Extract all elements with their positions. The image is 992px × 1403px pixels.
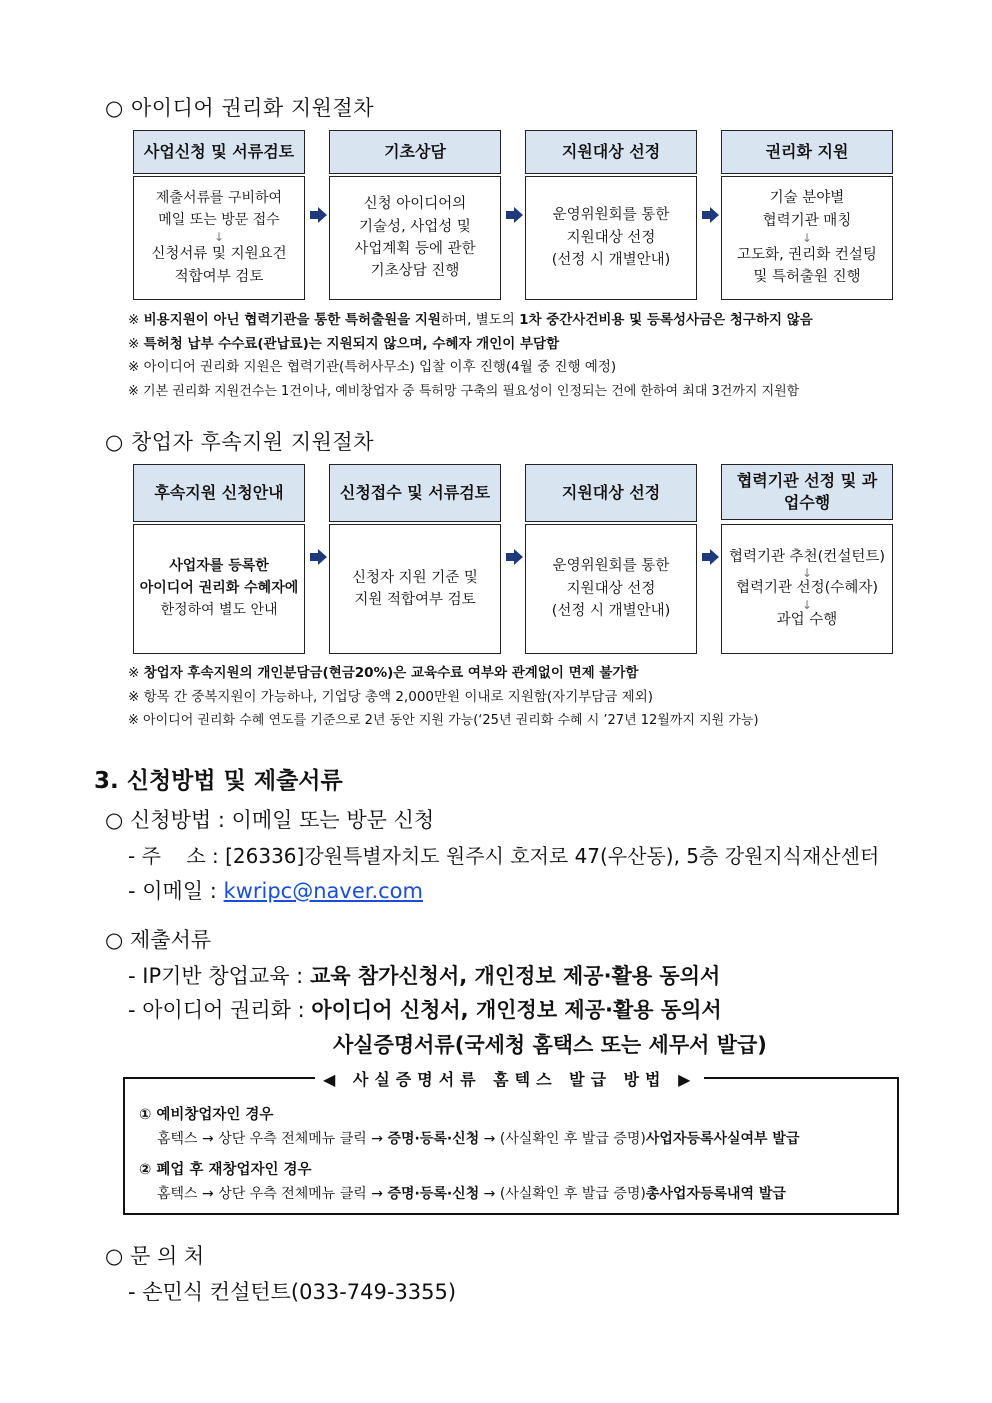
note-item: ※ 비용지원이 아닌 협력기관을 통한 특허출원을 지원하며, 별도의 1차 중간사건비용 및 등록성사금은 청구하지 않음 [128,312,813,328]
step-line: 및 특허출원 진행 [753,269,861,286]
step-head: 지원대상 선정 [525,130,697,174]
step-head: 후속지원 신청안내 [133,464,305,522]
email-label: - 이메일 : [128,879,224,903]
step-line: 신청서류 및 지원요건 [151,246,287,263]
step-line: 신청 아이디어의 [363,196,467,213]
case2-title: ② 폐업 후 재창업자인 경우 [139,1162,312,1178]
address-label: - 주 소 : [128,844,226,868]
doc-item-2 [128,994,722,1024]
step-body [525,176,697,300]
step-line: (선정 시 개별안내) [551,603,671,620]
case2-steps: 홈텍스 → 상단 우측 전체메뉴 클릭 → 증명·등록·신청 → (사실확인 후 발급 증명)총사업자등록내역 발급 [157,1186,786,1202]
step-head: 지원대상 선정 [525,464,697,522]
apply-method: ○ 신청방법 : 이메일 또는 방문 신청 [105,808,435,832]
contact-person: - 손민식 컨설턴트(033-749-3355) [128,1280,457,1304]
docs-title: ○ 제출서류 [105,928,212,952]
tax-issue-box [123,1070,899,1215]
step-head: 협력기관 선정 및 과업수행 [721,464,893,520]
step-line: 제출서류를 구비하여 [155,189,283,206]
section1-notes [128,309,813,403]
doc-value: 아이디어 신청서, 개인정보 제공·활용 동의서 [311,998,722,1022]
step-line: 사업자를 등록한 [169,558,269,575]
step-line: 사업계획 등에 관한 [354,241,476,257]
down-arrow-icon: ↓ [213,230,225,245]
step-line: (선정 시 개별안내) [551,252,671,269]
step-head: 권리화 지원 [721,130,893,174]
doc-label: - IP기반 창업교육 : [128,964,310,988]
step-line: 아이디어 권리화 수혜자에 [139,580,299,597]
address-line [128,840,879,869]
step-line: 한정하여 별도 안내 [160,601,278,618]
step-line: 운영위원회를 통한 [552,207,670,224]
note-item: ※ 기본 권리화 지원건수는 1건이나, 예비창업자 중 특허망 구축의 필요성이 인정되는 건에 한하여 최대 3건까지 지원함 [128,383,800,399]
step-line: 신청자 지원 기준 및 [352,569,478,586]
section2-title: ○ 창업자 후속지원 지원절차 [105,430,374,454]
case1-title: ① 예비창업자인 경우 [139,1107,274,1123]
step-line: 지원대상 선정 [566,229,656,246]
step-line: 메일 또는 방문 접수 [158,211,280,228]
note-item: ※ 창업자 후속지원의 개인분담금(현금20%)은 교육수료 여부와 관계없이 면제 불가함 [128,665,639,681]
step-body [329,524,501,654]
section3-heading: 3. 신청방법 및 제출서류 [94,768,343,794]
doc-item-2-extra: 사실증명서류(국세청 홈택스 또는 세무서 발급) [333,1033,767,1057]
tax-box-title: ◀ 사실증명서류 홈텍스 발급 방법 ▶ [315,1067,704,1090]
email-line [128,875,423,905]
address-value: [26336]강원특별자치도 원주시 호저로 47(우산동), 5층 강원지식재산센터 [225,844,880,868]
step-body [329,176,501,300]
note-item: ※ 항목 간 중복지원이 가능하나, 기업당 총액 2,000만원 이내로 지원함(자기부담금 제외) [128,688,654,705]
contact-title: ○ 문 의 처 [105,1244,205,1268]
step-line: 고도화, 권리화 컨설팅 [737,247,877,263]
note-item: ※ 아이디어 권리화 수혜 연도를 기준으로 2년 동안 지원 가능(‘25년 권리화 수혜 시 ’27년 12월까지 지원 가능) [128,713,759,728]
doc-item-1 [128,960,720,990]
down-arrow-icon: ↓ [801,566,813,581]
step-line: 기초상담 진행 [370,263,460,280]
step-line: 적합여부 검토 [174,268,264,285]
step-head: 사업신청 및 서류검토 [133,130,305,174]
step-body [721,176,893,300]
case1-steps: 홈텍스 → 상단 우측 전체메뉴 클릭 → 증명·등록·신청 → (사실확인 후 발급 증명)사업자등록사실여부 발급 [157,1131,800,1147]
step-body [133,176,305,300]
step-line: 기술 분야별 [769,190,845,207]
step-line: 지원 적합여부 검토 [354,592,476,608]
step-body [721,524,893,654]
down-arrow-icon: ↓ [801,597,813,612]
step-body [133,524,305,654]
step-head: 기초상담 [329,130,501,174]
step-line: 협력기관 추천(컨설턴트) [729,548,885,565]
flow-chart-2 [133,464,896,654]
step-line: 지원대상 선정 [566,580,656,597]
step-line: 협력기관 선정(수혜자) [736,580,878,597]
doc-value: 교육 참가신청서, 개인정보 제공·활용 동의서 [309,964,721,988]
step-body [525,524,697,654]
doc-label: - 아이디어 권리화 : [128,998,312,1022]
step-line: 운영위원회를 통한 [552,558,670,575]
down-arrow-icon: ↓ [801,231,813,245]
step-line: 협력기관 매칭 [762,212,852,229]
section1-title: ○ 아이디어 권리화 지원절차 [105,96,374,120]
section2-notes [128,662,759,733]
note-item: ※ 아이디어 권리화 지원은 협력기관(특허사무소) 입찰 이후 진행(4월 중 진행 예정) [128,359,617,375]
flow-chart-1 [133,130,896,302]
email-link[interactable]: kwripc@naver.com [223,879,423,903]
step-line: 과업 수행 [776,611,838,628]
step-head: 신청접수 및 서류검토 [329,464,501,522]
note-item: ※ 특허청 납부 수수료(관납료)는 지원되지 않으며, 수혜자 개인이 부담함 [128,335,560,352]
step-line: 기술성, 사업성 및 [359,218,471,235]
